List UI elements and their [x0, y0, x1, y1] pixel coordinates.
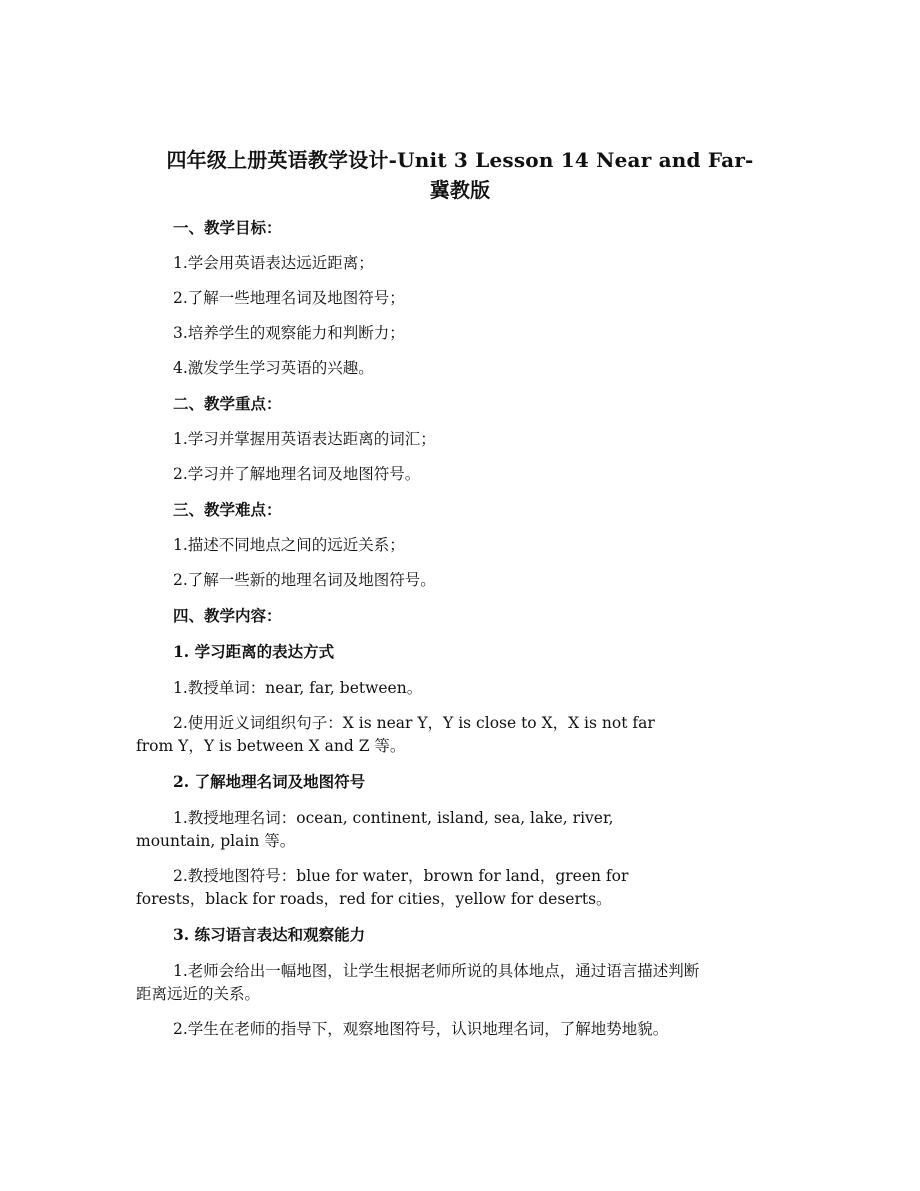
objective-item: 1.学会用英语表达远近距离；	[173, 254, 374, 272]
section-heading-content: 四、教学内容：	[173, 606, 282, 625]
content-item-line: mountain, plain 等。	[136, 832, 296, 850]
content-item: 2.学生在老师的指导下，观察地图符号，认识地理名词，了解地势地貌。	[173, 1020, 669, 1038]
section-heading-objectives: 一、教学目标：	[173, 218, 282, 237]
content-item-line: 1.教授地理名词：ocean, continent, island, sea, lake, river,	[173, 809, 614, 827]
difficulty-item: 2.了解一些新的地理名词及地图符号。	[173, 571, 436, 589]
key-point-item: 2.学习并了解地理名词及地图符号。	[173, 465, 421, 483]
content-item-line: 2.使用近义词组织句子：X is near Y，Y is close to X，X is not far	[173, 714, 655, 732]
objective-item: 4.激发学生学习英语的兴趣。	[173, 359, 374, 377]
section-heading-difficulties: 三、教学难点：	[173, 500, 282, 519]
key-point-item: 1.学习并掌握用英语表达距离的词汇；	[173, 430, 436, 448]
difficulty-item: 1.描述不同地点之间的远近关系；	[173, 536, 405, 554]
document-title-line1: 四年级上册英语教学设计-Unit 3 Lesson 14 Near and Far-	[166, 148, 754, 172]
subsection-heading-distance: 1. 学习距离的表达方式	[173, 642, 335, 661]
objective-item: 3.培养学生的观察能力和判断力；	[173, 324, 405, 342]
subsection-heading-practice: 3. 练习语言表达和观察能力	[173, 925, 366, 944]
subsection-heading-geography: 2. 了解地理名词及地图符号	[173, 772, 366, 791]
document-title-line2: 冀教版	[429, 178, 491, 202]
content-item-line: forests，black for roads，red for cities，yellow for deserts。	[136, 890, 612, 908]
content-item-line: 2.教授地图符号：blue for water，brown for land，green for	[173, 867, 629, 885]
content-item-line: 距离远近的关系。	[136, 985, 261, 1003]
content-item: 1.教授单词：near, far, between。	[173, 679, 423, 697]
content-item-line: from Y，Y is between X and Z 等。	[136, 737, 406, 755]
content-item-line: 1.老师会给出一幅地图，让学生根据老师所说的具体地点，通过语言描述判断	[173, 962, 700, 980]
section-heading-key-points: 二、教学重点：	[173, 394, 282, 413]
objective-item: 2.了解一些地理名词及地图符号；	[173, 289, 405, 307]
